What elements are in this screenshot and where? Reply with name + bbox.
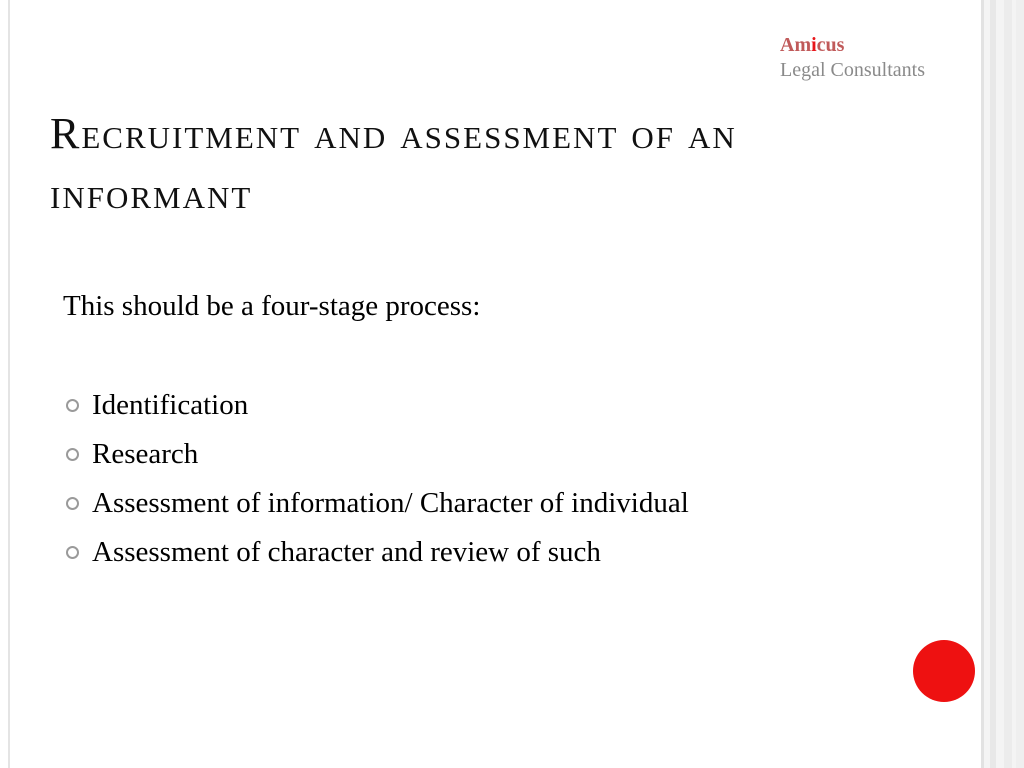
- right-decorative-stripe: [990, 0, 996, 768]
- bullet-item: [62, 385, 782, 425]
- right-decorative-stripe: [1004, 0, 1012, 768]
- brand-name-part2: cus: [816, 34, 845, 56]
- bullet-list: [62, 385, 782, 581]
- bullet-item: [62, 434, 782, 474]
- intro-text: This should be a four-stage process:: [63, 290, 481, 322]
- brand-name-accent: i: [811, 34, 817, 56]
- red-circle-icon: [913, 640, 975, 702]
- slide-title: Recruitment and assessment of an informant: [50, 109, 737, 218]
- hollow-circle-icon: [66, 448, 79, 461]
- hollow-circle-icon: [66, 399, 79, 412]
- right-decorative-stripe: [981, 0, 984, 768]
- right-decorative-stripe: [1016, 0, 1024, 768]
- bullet-text: Identification: [92, 389, 249, 421]
- bullet-text: Assessment of information/ Character of individual: [92, 487, 689, 519]
- brand-name-part1: Am: [780, 34, 812, 56]
- brand-tagline: Legal Consultants: [780, 59, 925, 81]
- hollow-circle-icon: [66, 546, 79, 559]
- bullet-text: Assessment of character and review of such: [92, 536, 601, 568]
- brand-name: [780, 34, 844, 56]
- hollow-circle-icon: [66, 497, 79, 510]
- left-border-line: [8, 0, 10, 768]
- brand-logo: [780, 33, 925, 83]
- bullet-item: [62, 532, 782, 572]
- bullet-item: [62, 483, 782, 523]
- bullet-text: Research: [92, 438, 199, 470]
